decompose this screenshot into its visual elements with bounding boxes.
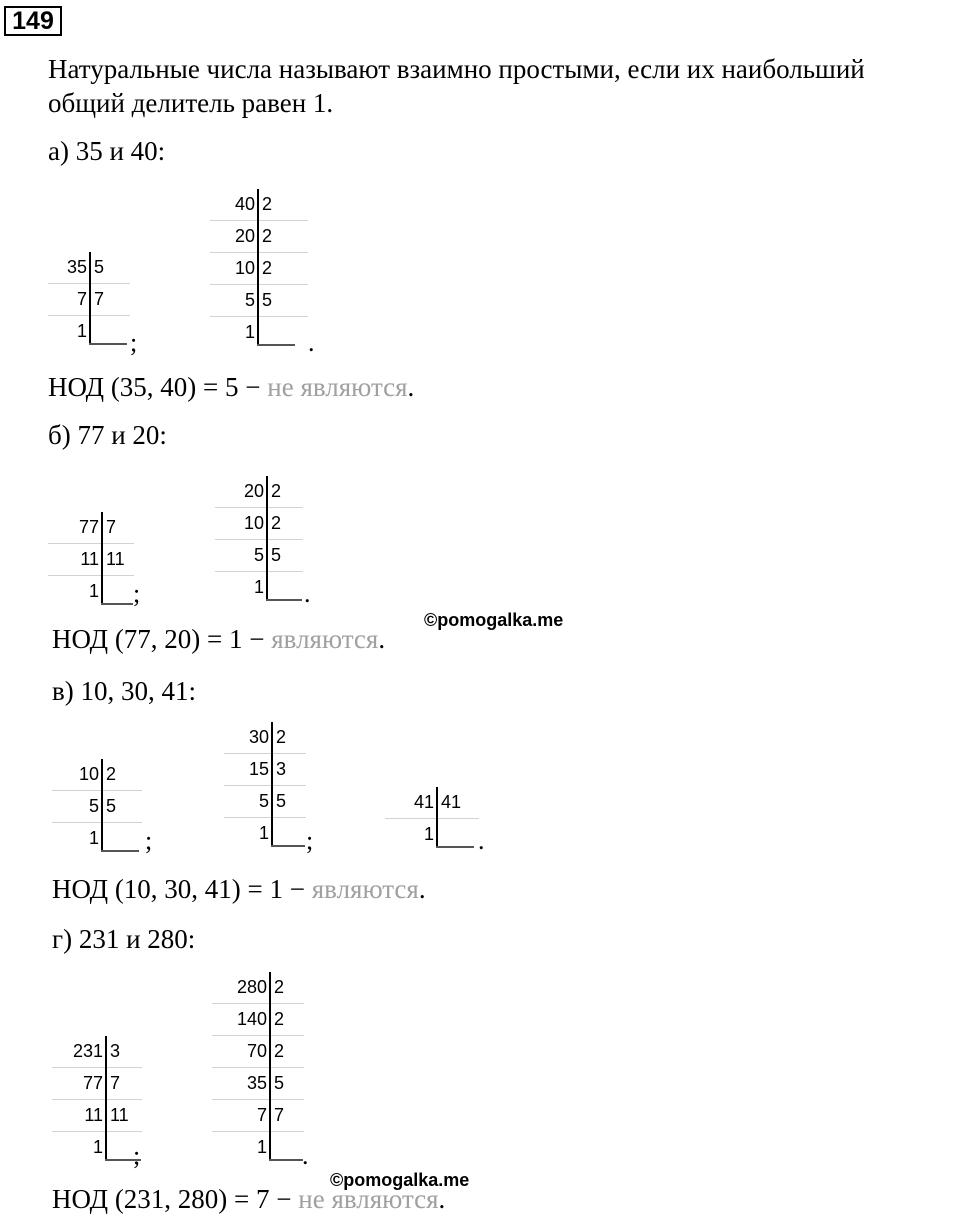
dividend-column: [210, 189, 258, 348]
dividend-value: 1: [253, 577, 264, 597]
factor-table-77: [48, 512, 134, 608]
dividend-value: 20: [234, 226, 255, 246]
closing-underline: [101, 603, 133, 605]
gcd-period: .: [438, 1184, 446, 1214]
divisor-value: 2: [274, 977, 285, 997]
factor-row: [212, 1100, 270, 1132]
part-a-label: а) 35 и 40:: [48, 136, 166, 166]
dividend-value: 10: [243, 513, 264, 533]
factor-table-20: [215, 476, 303, 604]
divisor-column: [90, 252, 130, 347]
divisor-column: [437, 787, 479, 850]
dividend-value: 5: [253, 545, 264, 565]
factor-row: [385, 819, 437, 850]
factor-row: [258, 189, 308, 221]
gcd-conclusion: являются: [271, 624, 379, 654]
dividend-column: [48, 512, 102, 607]
factor-row: [102, 791, 142, 823]
division-line: [266, 476, 268, 600]
factor-row: [224, 818, 272, 849]
gcd-result-v: [52, 872, 426, 906]
dividend-value: 7: [76, 289, 87, 309]
factor-row: [224, 754, 272, 786]
divisor-value: 7: [110, 1073, 121, 1093]
dividend-value: 1: [88, 581, 99, 601]
dividend-value: 11: [84, 1105, 103, 1125]
gcd-conclusion: являются: [311, 874, 419, 904]
factor-row: [272, 786, 306, 818]
factor-row: [258, 285, 308, 317]
closing-underline: [89, 343, 127, 345]
gcd-expression: НОД (10, 30, 41) = 1 −: [52, 874, 306, 904]
part-g-label: г) 231 и 280:: [52, 924, 196, 954]
divisor-value: 2: [271, 481, 282, 501]
dividend-value: 1: [258, 823, 269, 843]
factor-row: [385, 787, 437, 819]
divisor-value: 41: [441, 792, 462, 812]
part-b-label: б) 77 и 20:: [48, 420, 167, 450]
factor-row: [102, 512, 134, 544]
divisor-value: 11: [106, 549, 125, 569]
factor-row: [102, 759, 142, 791]
division-line: [89, 252, 91, 344]
dividend-value: 41: [413, 792, 434, 812]
problem-number: 149: [4, 6, 62, 36]
dividend-column: [48, 252, 90, 347]
divisor-column: [258, 189, 308, 348]
divisor-value: 7: [106, 517, 117, 537]
divisor-column: [102, 759, 142, 854]
factor-row: [224, 722, 272, 754]
dividend-value: 5: [258, 791, 269, 811]
factor-row: [224, 786, 272, 818]
dividend-column: [224, 722, 272, 849]
dividend-value: 140: [236, 1009, 267, 1029]
gcd-conclusion: не являются: [298, 1184, 439, 1214]
table-separator: ;: [145, 826, 153, 855]
dividend-value: 7: [256, 1105, 267, 1125]
divisor-value: 7: [94, 289, 105, 309]
dividend-value: 5: [88, 796, 99, 816]
factor-row: [48, 576, 102, 607]
dividend-value: 5: [244, 290, 255, 310]
divisor-column: [270, 972, 304, 1163]
factor-row: [210, 189, 258, 221]
factor-row: [106, 1068, 142, 1100]
factor-row: [270, 1100, 304, 1132]
factor-row: [52, 1036, 106, 1068]
dividend-value: 10: [234, 258, 255, 278]
dividend-value: 35: [66, 257, 87, 277]
factor-row: [52, 1068, 106, 1100]
factor-row: [258, 253, 308, 285]
dividend-value: 11: [80, 549, 99, 569]
factor-table-40: [210, 189, 308, 349]
gcd-expression: НОД (35, 40) = 5 −: [48, 372, 261, 402]
dividend-value: 70: [246, 1041, 267, 1061]
factor-row: [270, 1036, 304, 1068]
factor-row: [258, 221, 308, 253]
factor-row: [52, 1100, 106, 1132]
dividend-value: 15: [248, 759, 269, 779]
gcd-period: .: [418, 874, 426, 904]
division-line: [101, 512, 103, 604]
gcd-expression: НОД (77, 20) = 1 −: [52, 624, 265, 654]
dividend-value: 30: [248, 727, 269, 747]
factor-row: [210, 285, 258, 317]
dividend-value: 40: [234, 194, 255, 214]
dividend-column: [215, 476, 267, 603]
factor-row: [90, 252, 130, 284]
closing-underline: [269, 1159, 303, 1161]
factor-row: [48, 316, 90, 347]
divisor-value: 2: [262, 226, 273, 246]
dividend-value: 1: [76, 321, 87, 341]
watermark: ©pomogalka.me: [424, 610, 564, 630]
factor-table-280: [212, 972, 304, 1164]
gcd-expression: НОД (231, 280) = 7 −: [52, 1184, 292, 1214]
division-line: [105, 1036, 107, 1160]
factor-row: [52, 823, 102, 854]
gcd-conclusion: не являются: [267, 372, 408, 402]
intro-line-1: Натуральные числа называют взаимно простыми, если их наибольший: [48, 54, 865, 84]
table-separator: ;: [306, 826, 314, 855]
divisor-value: 2: [276, 727, 287, 747]
factor-row: [90, 284, 130, 316]
intro-line-2: общий делитель равен 1.: [48, 88, 334, 118]
divisor-value: 2: [262, 194, 273, 214]
factor-row: [212, 1036, 270, 1068]
factor-row: [267, 540, 303, 572]
factor-row: [212, 972, 270, 1004]
table-separator: ;: [133, 1141, 141, 1170]
factor-row: [212, 1132, 270, 1163]
divisor-value: 5: [106, 796, 117, 816]
factor-row: [212, 1068, 270, 1100]
factor-row: [267, 508, 303, 540]
table-end: .: [304, 579, 311, 608]
table-separator: ;: [133, 579, 141, 608]
factor-row: [48, 512, 102, 544]
divisor-value: 2: [274, 1009, 285, 1029]
gcd-period: .: [407, 372, 415, 402]
divisor-value: 5: [94, 257, 105, 277]
factor-row: [48, 544, 102, 576]
factor-row: [52, 791, 102, 823]
factor-row: [102, 544, 134, 576]
dividend-column: [52, 759, 102, 854]
dividend-value: 1: [244, 322, 255, 342]
factor-row: [48, 284, 90, 316]
factor-row: [52, 1132, 106, 1163]
gcd-result-g: [52, 1182, 445, 1216]
division-line: [269, 972, 271, 1160]
division-line: [271, 722, 273, 846]
dividend-value: 1: [423, 824, 434, 844]
dividend-value: 20: [243, 481, 264, 501]
watermark: ©pomogalka.me: [330, 1170, 470, 1190]
divisor-column: [267, 476, 303, 603]
factor-row: [212, 1004, 270, 1036]
factor-table-30: [224, 722, 306, 850]
dividend-value: 231: [72, 1041, 103, 1061]
dividend-value: 77: [78, 517, 99, 537]
part-v-label: в) 10, 30, 41:: [52, 676, 196, 706]
dividend-column: [212, 972, 270, 1163]
factor-row: [48, 252, 90, 284]
dividend-value: 1: [88, 828, 99, 848]
divisor-value: 3: [276, 759, 287, 779]
table-end: .: [302, 1141, 309, 1170]
gcd-result-b: [52, 622, 385, 656]
factor-row: [210, 317, 258, 348]
factor-row: [215, 508, 267, 540]
factor-table-231: [52, 1036, 142, 1164]
divisor-value: 11: [110, 1105, 129, 1125]
factor-row: [267, 476, 303, 508]
divisor-value: 5: [262, 290, 273, 310]
dividend-value: 1: [256, 1137, 267, 1157]
factor-row: [215, 476, 267, 508]
dividend-column: [52, 1036, 106, 1163]
divisor-value: 2: [106, 764, 117, 784]
divisor-value: 5: [274, 1073, 285, 1093]
dividend-value: 35: [246, 1073, 267, 1093]
divisor-column: [102, 512, 134, 607]
factor-table-35: [48, 252, 130, 348]
factor-row: [272, 722, 306, 754]
division-line: [257, 189, 259, 345]
factor-table-41: [385, 787, 479, 851]
dividend-value: 280: [236, 977, 267, 997]
closing-underline: [101, 850, 139, 852]
dividend-value: 77: [82, 1073, 103, 1093]
dividend-value: 1: [92, 1137, 103, 1157]
division-line: [101, 759, 103, 851]
divisor-value: 5: [271, 545, 282, 565]
factor-row: [106, 1100, 142, 1132]
table-end: .: [478, 826, 485, 855]
factor-row: [210, 221, 258, 253]
divisor-value: 5: [276, 791, 287, 811]
closing-underline: [266, 599, 302, 601]
dividend-value: 10: [78, 764, 99, 784]
divisor-column: [272, 722, 306, 849]
factor-row: [437, 787, 479, 819]
factor-row: [52, 759, 102, 791]
factor-row: [270, 972, 304, 1004]
divisor-value: 2: [271, 513, 282, 533]
factor-row: [215, 540, 267, 572]
factor-row: [210, 253, 258, 285]
factor-table-10: [52, 759, 142, 855]
dividend-column: [385, 787, 437, 850]
factor-row: [270, 1004, 304, 1036]
table-separator: ;: [130, 328, 138, 357]
factor-row: [215, 572, 267, 603]
divisor-value: 2: [274, 1041, 285, 1061]
gcd-period: .: [378, 624, 386, 654]
closing-underline: [257, 344, 295, 346]
closing-underline: [271, 845, 305, 847]
division-line: [436, 787, 438, 847]
table-end: .: [308, 328, 315, 357]
closing-underline: [436, 846, 474, 848]
factor-row: [272, 754, 306, 786]
gcd-result-a: [48, 370, 414, 404]
divisor-value: 7: [274, 1105, 285, 1125]
factor-row: [106, 1036, 142, 1068]
divisor-value: 3: [110, 1041, 121, 1061]
factor-row: [270, 1068, 304, 1100]
divisor-value: 2: [262, 258, 273, 278]
